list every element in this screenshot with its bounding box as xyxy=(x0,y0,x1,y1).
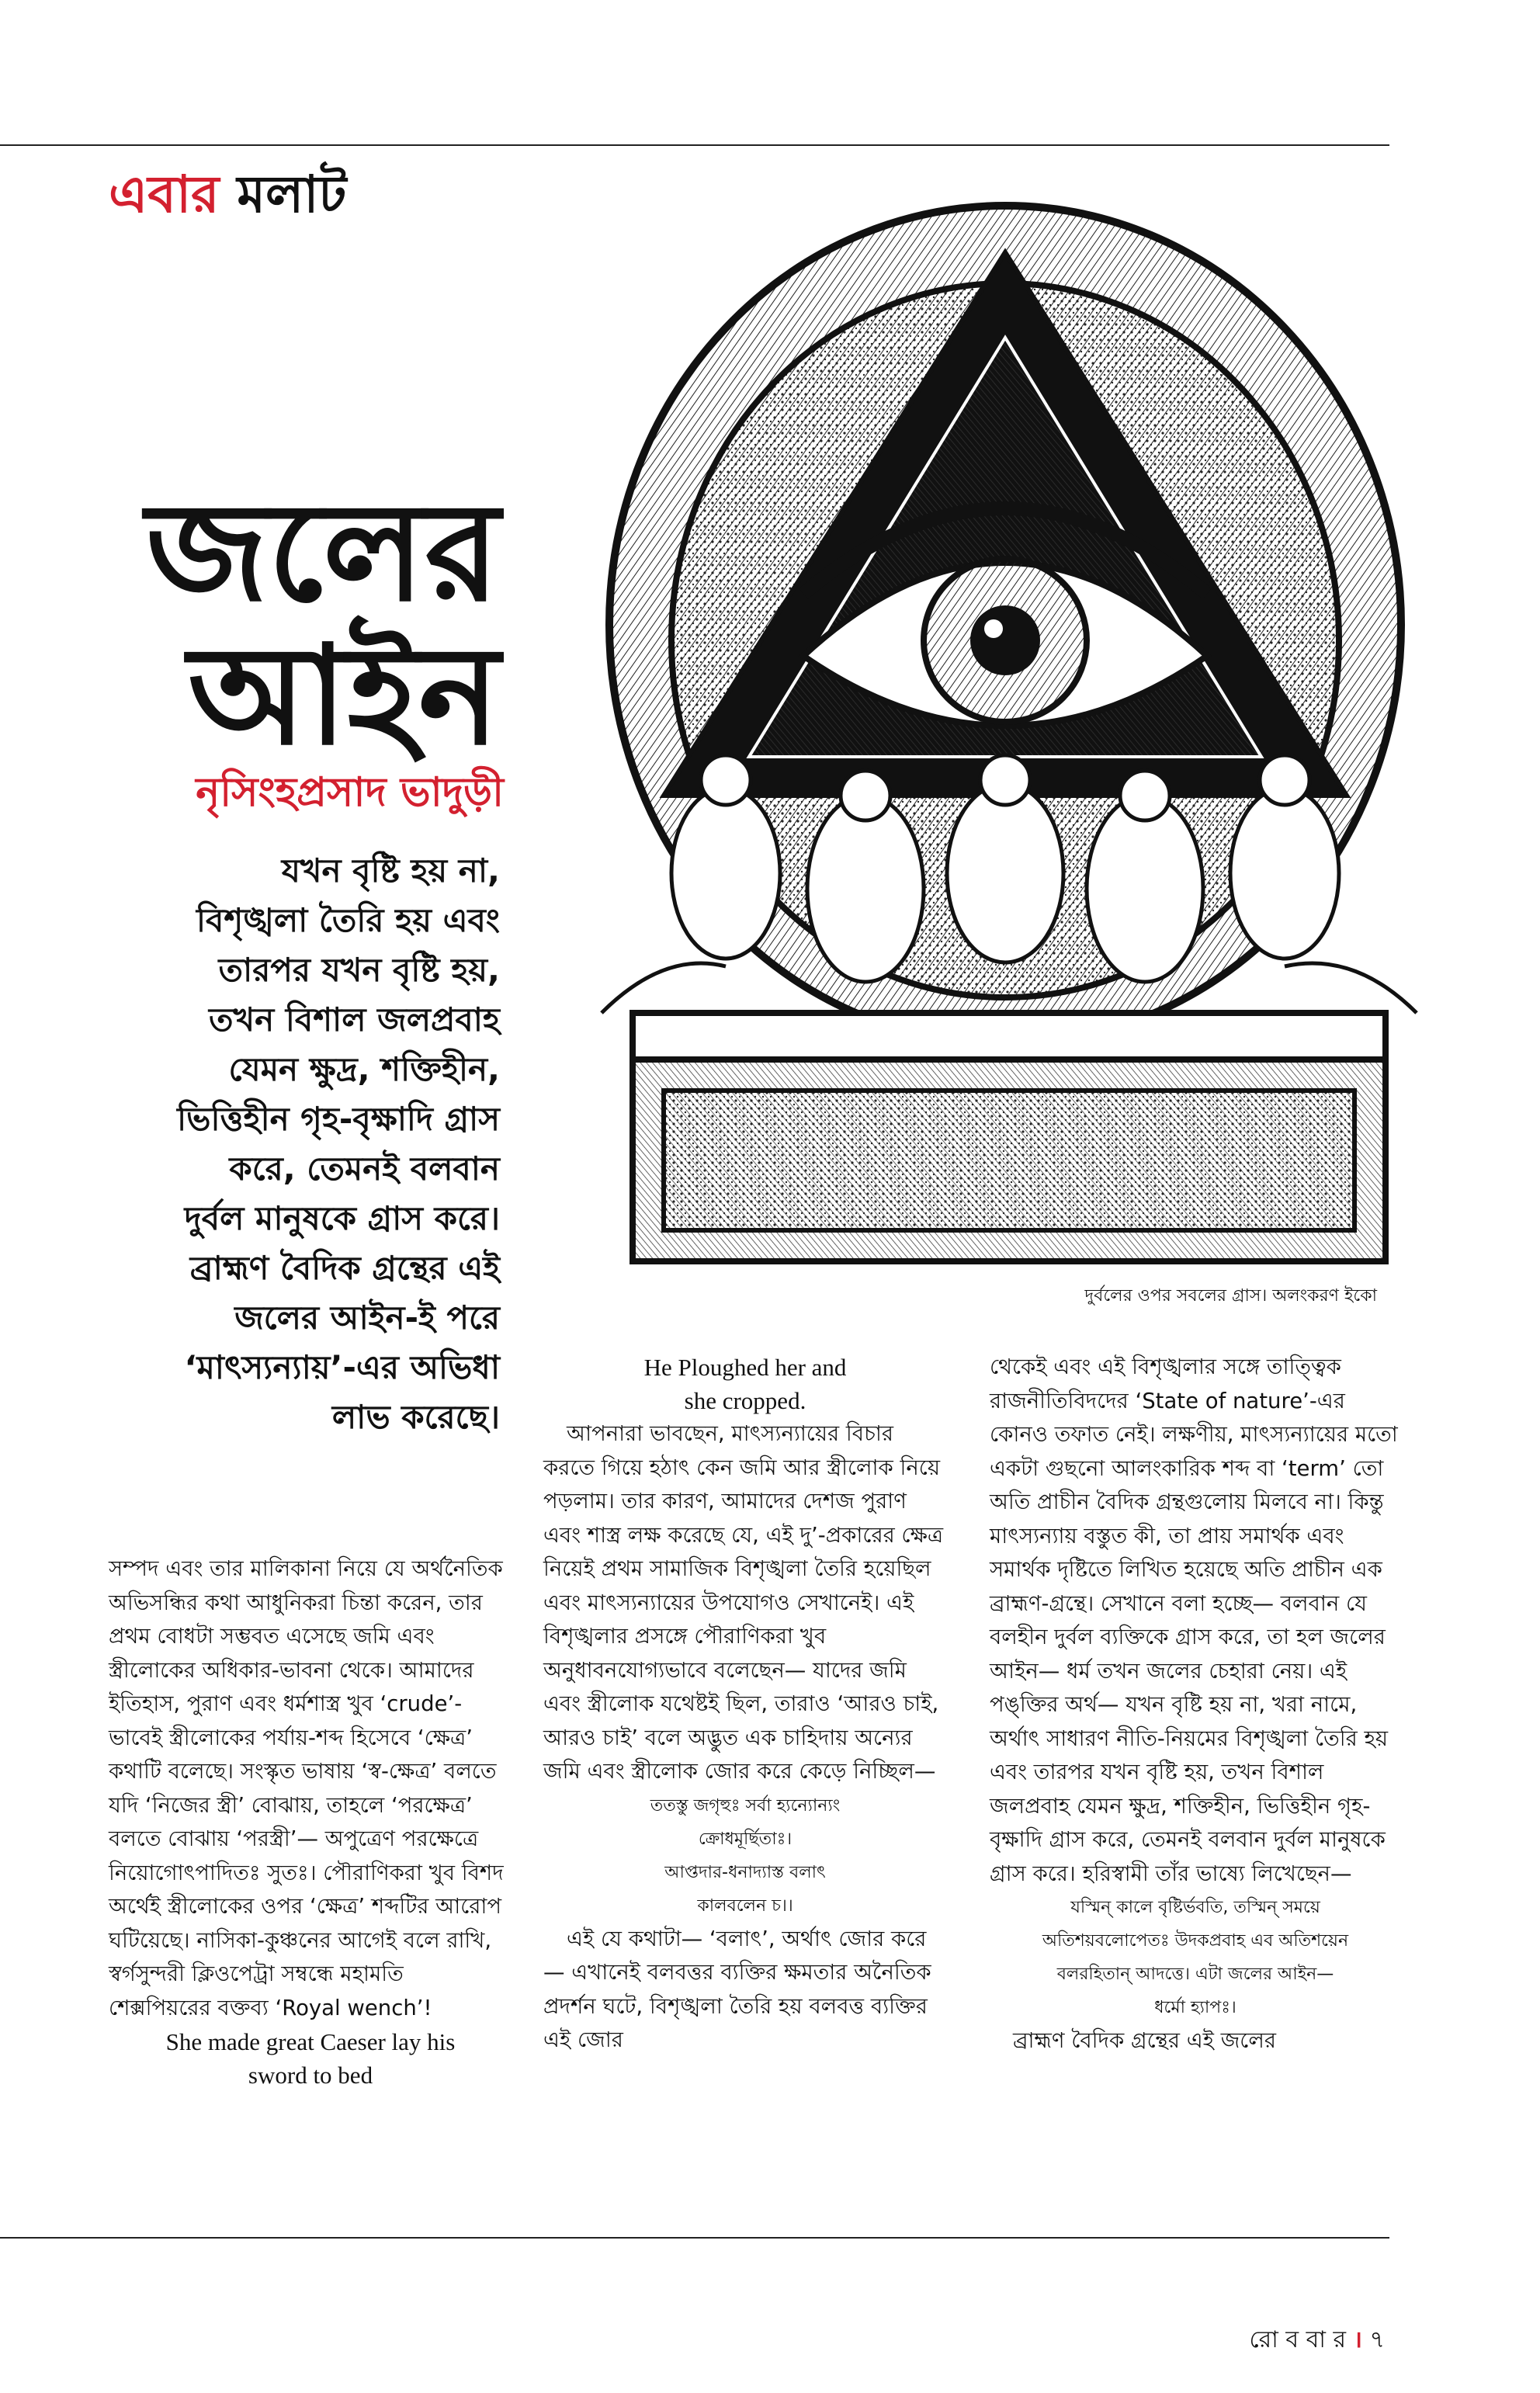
verse-line: ক্রোধমূর্ছিতাঃ। xyxy=(698,1829,793,1849)
bottom-rule xyxy=(0,2237,1389,2239)
title-line-1: জলের xyxy=(145,473,500,632)
paragraph: আপনারা ভাবছেন, মাৎস্যন্যায়ের বিচার করতে গিয়ে হঠাৎ কেন জমি আর স্ত্রীলোক নিয়ে পড়লাম। তার কারণ, আমাদের দেশজ পুরাণ এবং শাস্ত্র লক্ষ করেছে যে, এই দু’-প্রকারের ক্ষেত্র নিয়েই প্রথম সামাজিক বিশৃঙ্খলা তৈরি হয়েছিল এবং মাৎস্যন্যায়ের উপযোগও সেখানেই। এই বিশৃঙ্খলার প্রসঙ্গে পৌরাণিকরা খুব অনুধাবনযোগ্যভাবে বলেছেন— যাদের জমি এবং স্ত্রীলোক যথেষ্টই ছিল, তারাও ‘আরও চাই, আরও চাই’ বলে অদ্ভুত এক চাহিদায় অন্যের জমি এবং স্ত্রীলোক জোর করে কেড়ে নিচ্ছিল— xyxy=(543,1421,944,1784)
title-line-2: আইন xyxy=(188,616,500,775)
pull-quote-line: তারপর যখন বৃষ্টি হয়, xyxy=(218,951,500,989)
paragraph: সম্পদ এবং তার মালিকানা নিয়ে যে অর্থনৈতিক অভিসন্ধির কথা আধুনিকরা চিন্তা করেন, তার প্রথম বোধটা সম্ভবত এসেছে জমি এবং স্ত্রীলোকের অধিকার-ভাবনা থেকে। আমাদের ইতিহাস, পুরাণ এবং ধর্মশাস্ত্র খুব ‘crude’-ভাবেই স্ত্রীলোকের পর্যায়-শব্দ হিসেবে ‘ক্ষেত্র’ কথাটি বলেছে। সংস্কৃত ভাষায় ‘স্ব-ক্ষেত্র’ বলতে যদি ‘নিজের স্ত্রী’ বোঝায়, তাহলে ‘পরক্ষেত্র’ বলতে বোঝায় ‘পরস্ত্রী’— অপুত্রেণ পরক্ষেত্রে নিয়োগোৎপাদিতঃ সুতঃ। পৌরাণিকরা খুব বিশদ অর্থেই স্ত্রীলোকের ওপর ‘ক্ষেত্র’ শব্দটির আরোপ ঘটিয়েছে। নাসিকা-কুঞ্চনের আগেই বলে রাখি, স্বর্গসুন্দরী ক্লিওপেট্রা সম্বন্ধে মহামতি শেক্সপিয়রের বক্তব্য ‘Royal wench’! xyxy=(109,1556,504,2020)
body-column-1 xyxy=(109,1552,512,2092)
pull-quote-line: করে, তেমনই বলবান xyxy=(229,1150,500,1188)
pull-quote-line: জলের আইন-ই পরে xyxy=(234,1299,500,1337)
section-header-rest: মলাট xyxy=(237,165,347,224)
quote-line: sword to bed xyxy=(248,2062,373,2089)
pull-quote-line: যেমন ক্ষুদ্র, শক্তিহীন, xyxy=(228,1050,500,1088)
verse-line: ধর্মো হ্যাপঃ। xyxy=(1154,1998,1237,2017)
illustration-caption: দুর্বলের ওপর সবলের গ্রাস। অলংকরণ ইকো xyxy=(1084,1286,1377,1306)
verse-line: কালবলেন চ।। xyxy=(697,1895,793,1916)
verse-line: ততস্তু জগৃহুঃ সর্বা হ্যন্যোন্যং xyxy=(650,1795,841,1816)
pull-quote-line: বিশৃঙ্খলা তৈরি হয় এবং xyxy=(196,901,500,939)
quote-line: He Ploughed her and xyxy=(643,1354,847,1381)
paragraph: ব্রাহ্মণ বৈদিক গ্রন্থের এই জলের xyxy=(1013,2028,1276,2053)
pull-quote-line: দুর্বল মানুষকে গ্রাস করে। xyxy=(184,1199,500,1237)
body-column-3 xyxy=(990,1351,1401,2058)
section-header-accent: এবার xyxy=(109,165,220,224)
eye-highlight xyxy=(984,619,1003,638)
verse-line: আপ্তদার-ধনাদ্যাস্ত বলাৎ xyxy=(664,1862,826,1882)
quote-line: she cropped. xyxy=(684,1387,806,1414)
pull-quote-line: যখন বৃষ্টি হয় না, xyxy=(281,851,500,890)
author-name: নৃসিংহপ্রসাদ ভাদুড়ী xyxy=(196,769,504,816)
paragraph: থেকেই এবং এই বিশৃঙ্খলার সঙ্গে তাত্ত্বিক রাজনীতিবিদদের ‘State of nature’-এর কোনও তফাত নেই। লক্ষণীয়, মাৎস্যন্যায়ের মতো একটা গুছনো আলংকারিক শব্দ বা ‘term’ তো অতি প্রাচীন বৈদিক গ্রন্থগুলোয় মিলবে না। কিন্তু মাৎস্যন্যায় বস্তুত কী, তা প্রায় সমার্থক এবং সমার্থক দৃষ্টিতে লিখিত হয়েছে অতি প্রাচীন এক ব্রাহ্মণ-গ্রন্থে। সেখানে বলা হচ্ছে— বলবান যে বলহীন দুর্বল ব্যক্তিকে গ্রাস করে, তা হল জলের আইন— ধর্ম তখন জলের চেহারা নেয়। এই পঙ্‌ক্তির অর্থ— যখন বৃষ্টি হয় না, খরা নামে, অর্থাৎ সাধারণ নীতি-নিয়মের বিশৃঙ্খলা তৈরি হয় এবং তারপর যখন বৃষ্টি হয়, তখন বিশাল জলপ্রবাহ যেমন ক্ষুদ্র, শক্তিহীন, ভিত্তিহীন গৃহ-বৃক্ষাদি গ্রাস করে, তেমনই বলবান দুর্বল মানুষকে গ্রাস করে। হরিস্বামী তাঁর ভাষ্যে লিখেছেন— xyxy=(990,1354,1398,1886)
pull-quote-line: লাভ করেছে। xyxy=(331,1398,500,1436)
verse-line: বলরহিতান্ আদত্তে। এটা জলের আইন— xyxy=(1056,1965,1334,1984)
article-title xyxy=(145,473,500,775)
page-footer xyxy=(1249,2321,1385,2360)
paragraph: এই যে কথাটা— ‘বলাৎ’, অর্থাৎ জোর করে— এখানেই বলবত্তর ব্যক্তির ক্ষমতার অনৈতিক প্রদর্শন ঘটে, বিশৃঙ্খলা তৈরি হয় বলবত্ত ব্যক্তির এই জোর xyxy=(543,1926,931,2052)
pull-quote-line: ব্রাহ্মণ বৈদিক গ্রন্থের এই xyxy=(189,1249,500,1287)
pull-quote-line: তখন বিশাল জলপ্রবাহ xyxy=(209,1001,500,1039)
pupil xyxy=(970,605,1040,675)
quote-line: She made great Caeser lay his xyxy=(165,2028,456,2055)
verse-line: যস্মিন্ কালে বৃষ্টির্ভবতি, তস্মিন্ সময়ে xyxy=(1070,1898,1320,1917)
top-rule xyxy=(0,144,1389,146)
pull-quote-line: ‘মাৎস্যন্যায়’-এর অভিধা xyxy=(184,1348,500,1386)
page-number: ৭ xyxy=(1369,2326,1385,2353)
verse-line: অতিশয়বলোপেতঃ উদকপ্রবাহ এব অতিশয়েন xyxy=(1042,1931,1349,1951)
footer-separator: । xyxy=(1353,2326,1362,2353)
pull-quote xyxy=(65,846,500,1442)
eye-pyramid-illustration xyxy=(571,190,1448,1277)
pedestal-panel xyxy=(664,1091,1354,1230)
magazine-name: রো ব বা র xyxy=(1249,2326,1347,2353)
section-header xyxy=(109,155,346,241)
pull-quote-line: ভিত্তিহীন গৃহ-বৃক্ষাদি গ্রাস xyxy=(177,1100,500,1138)
pedestal-top xyxy=(633,1013,1386,1060)
body-column-2 xyxy=(543,1351,947,2058)
